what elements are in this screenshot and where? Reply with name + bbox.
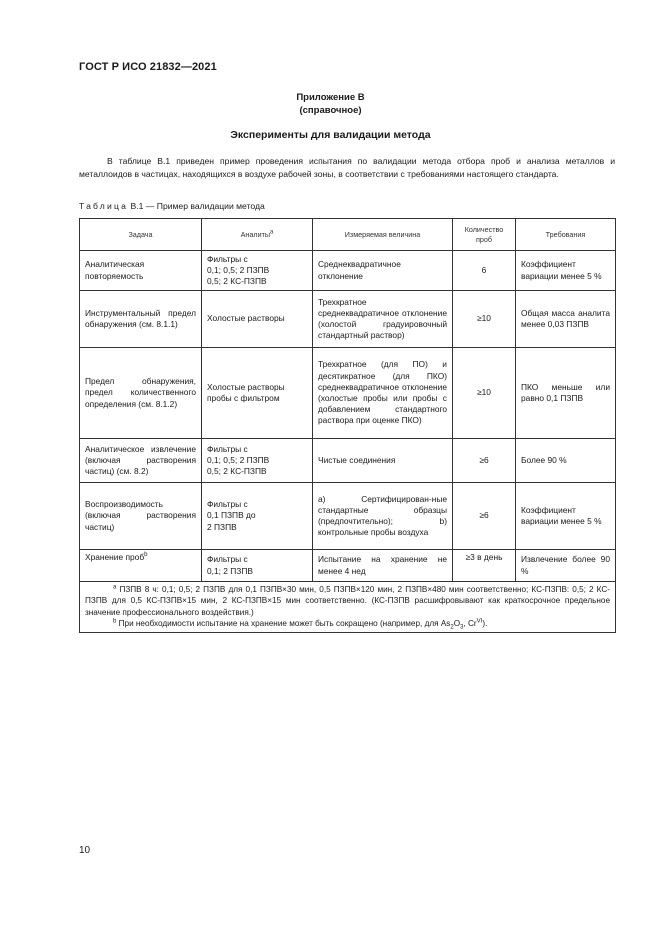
table-footnotes xyxy=(80,582,616,633)
cell-analytes: Фильтры с 0,1; 2 ПЗПВ xyxy=(202,550,313,582)
cell-task: Аналитическая повторяемость xyxy=(80,251,202,291)
table-header-row xyxy=(80,219,616,251)
cell-requirements: ПКО меньше или равно 0,1 ПЗПВ xyxy=(516,348,616,439)
cell-count: ≥6 xyxy=(453,483,516,550)
footnote-b: $^b$ При необходимости испытание на хранение может быть сокращено (например, для $As_2O_3$, $Cr^{VI}$). xyxy=(113,618,488,631)
cell-count: 6 xyxy=(453,251,516,291)
validation-table xyxy=(79,218,616,633)
table-row xyxy=(80,550,616,582)
page-number: 10 xyxy=(79,845,91,856)
cell-count: ≥10 xyxy=(453,291,516,348)
cell-count: ≥6 xyxy=(453,439,516,483)
cell-task: Предел обнаружения, предел количественного определения (см. 8.1.2) xyxy=(80,348,202,439)
cell-measured: Чистые соединения xyxy=(313,439,453,483)
intro-paragraph: В таблице В.1 приведен пример проведения испытания по валидации метода отбора проб и анализа металлов и металлоидов в частицах, находящихся в воздухе рабочей зоны, в соответствии с требованиями настоящего стандарта. xyxy=(79,156,615,179)
cell-measured: Испытание на хранение не менее 4 нед xyxy=(313,550,453,582)
cell-measured: a) Сертифицирован-ные стандартные образцы (предпочтительно); b) контрольные пробы воздуха xyxy=(313,483,453,550)
cell-task: Хранение проб$^b$ xyxy=(80,550,202,582)
footnote-a: $^a$ ПЗПВ 8 ч: 0,1; 0,5; 2 ПЗПВ для 0,1 ПЗПВ×30 мин, 0,5 ПЗПВ×120 мин, 2 ПЗПВ×480 мин соответственно; КС-ПЗПВ: 0,5; 2 КС-ПЗПВ для 0,5 КС-ПЗПВ×15 мин, 2 КС-ПЗПВ×15 мин соответственно. (КС-ПЗПВ расшифровывают как краткосрочное предельное значение профессионального воздействия.) xyxy=(85,584,610,617)
table-caption-word: Таблица xyxy=(79,201,129,211)
cell-analytes: Фильтры с 0,1 ПЗПВ до 2 ПЗПВ xyxy=(202,483,313,550)
table-row xyxy=(80,483,616,550)
cell-task: Аналитическое извлечение (включая растворения частиц) (см. 8.2) xyxy=(80,439,202,483)
header-count: Количество проб xyxy=(453,219,516,251)
cell-requirements: Более 90 % xyxy=(516,439,616,483)
table-row xyxy=(80,348,616,439)
cell-measured: Трехкратное среднеквадратичное отклонение (холостой градуировочный стандартный раствор) xyxy=(313,291,453,348)
appendix-subtitle: (справочное) xyxy=(299,105,362,116)
table-footnotes-row xyxy=(80,582,616,633)
header-task: Задача xyxy=(80,219,202,251)
document-code: ГОСТ Р ИСО 21832—2021 xyxy=(79,61,217,73)
cell-analytes: Фильтры с 0,1; 0,5; 2 ПЗПВ 0,5; 2 КС-ПЗПВ xyxy=(202,251,313,291)
cell-analytes: Холостые растворы xyxy=(202,291,313,348)
cell-requirements: Извлечение более 90 % xyxy=(516,550,616,582)
table-caption xyxy=(79,201,265,211)
header-measured: Измеряемая величина xyxy=(313,219,453,251)
cell-analytes: Холостые растворы пробы с фильтром xyxy=(202,348,313,439)
cell-analytes: Фильтры с 0,1; 0,5; 2 ПЗПВ 0,5; 2 КС-ПЗПВ xyxy=(202,439,313,483)
cell-task: Воспроизводимость (включая растворения частиц) xyxy=(80,483,202,550)
table-row xyxy=(80,439,616,483)
cell-requirements: Коэффициент вариации менее 5 % xyxy=(516,483,616,550)
table-row xyxy=(80,251,616,291)
cell-requirements: Коэффициент вариации менее 5 % xyxy=(516,251,616,291)
table-caption-text: В.1 — Пример валидации метода xyxy=(130,201,265,211)
cell-measured: Трехкратное (для ПО) и десятикратное (для ПКО) среднеквадратичное отклонение (холостые пробы или пробы с добавлением стандартного раствора при оценке ПКО) xyxy=(313,348,453,439)
cell-count: ≥10 xyxy=(453,348,516,439)
cell-task: Инструментальный предел обнаружения (см. 8.1.1) xyxy=(80,291,202,348)
appendix-title: Приложение В xyxy=(296,92,365,103)
header-analytes: Аналиты$^a$ xyxy=(202,219,313,251)
section-title: Эксперименты для валидации метода xyxy=(230,129,431,141)
cell-measured: Среднеквадратичное отклонение xyxy=(313,251,453,291)
appendix-heading xyxy=(0,91,661,117)
cell-count: ≥3 в день xyxy=(453,550,516,582)
table-row xyxy=(80,291,616,348)
cell-requirements: Общая масса аналита менее 0,03 ПЗПВ xyxy=(516,291,616,348)
header-requirements: Требования xyxy=(516,219,616,251)
